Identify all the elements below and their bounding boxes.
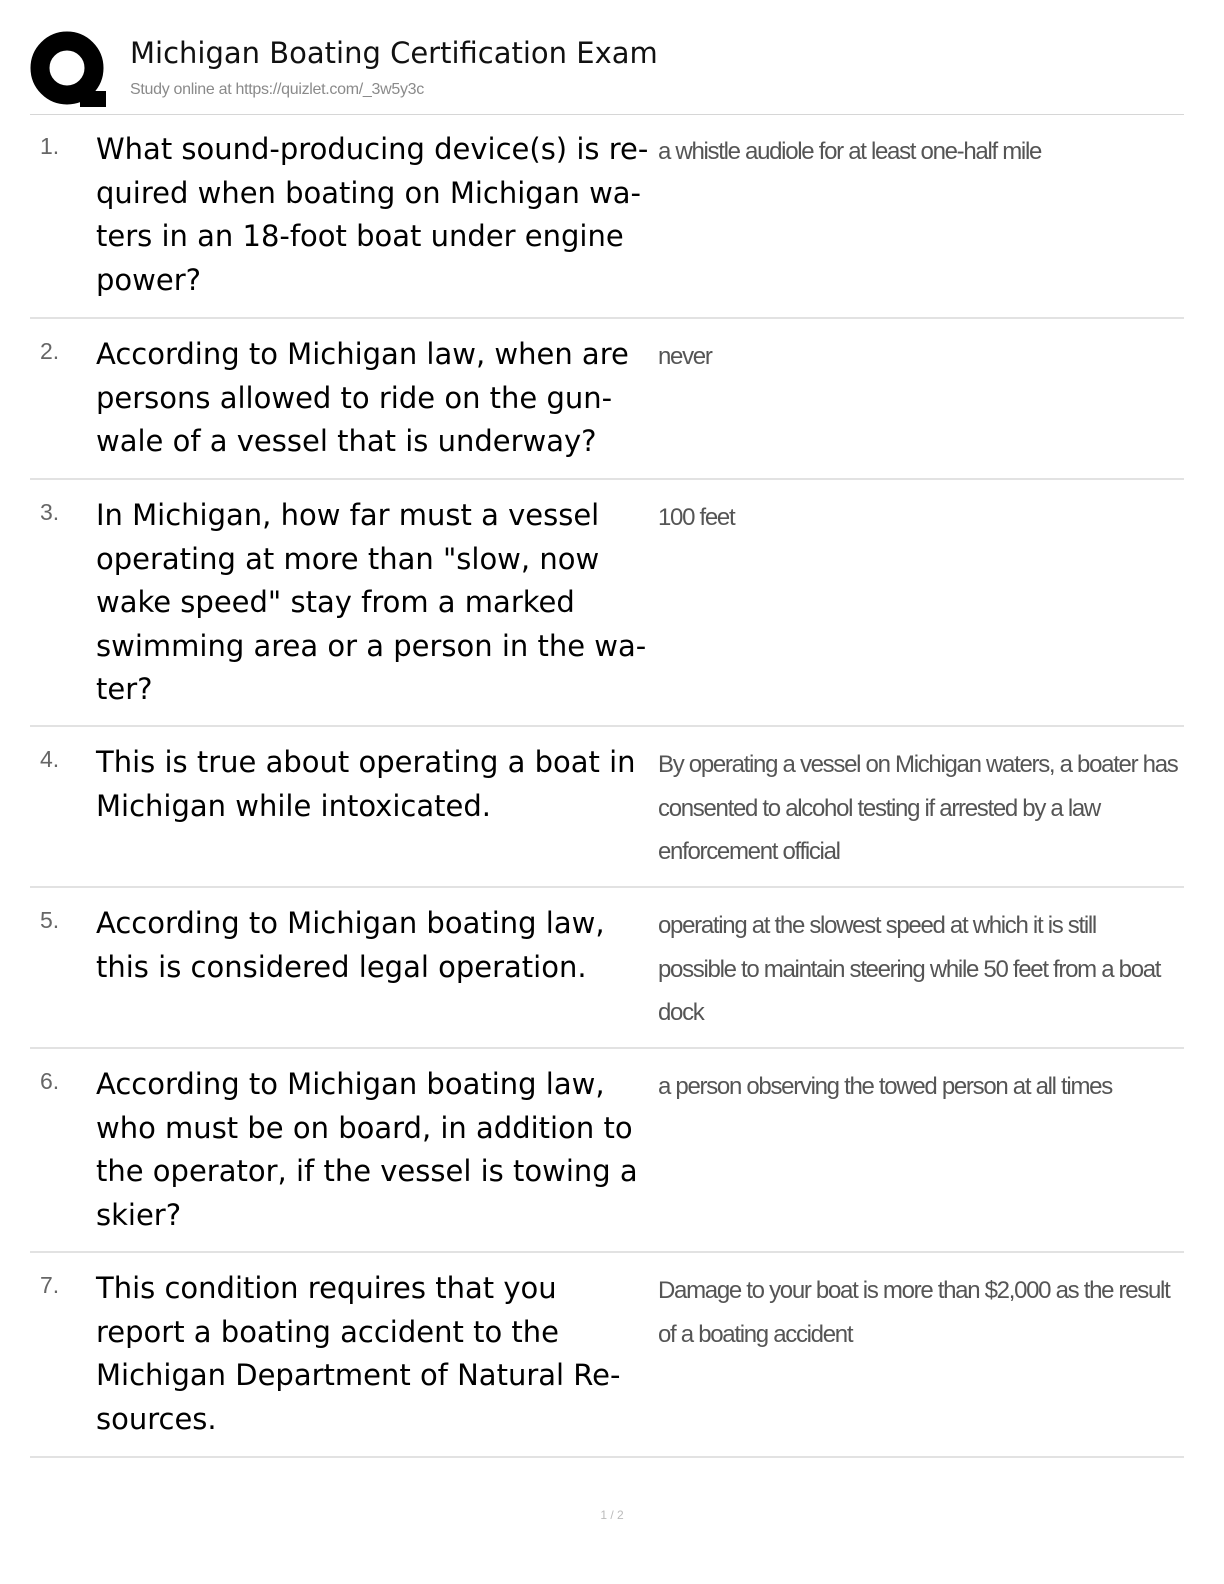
card-definition: Damage to your boat is more than $2,000 as the result of a boating accident [658,1277,1170,1348]
flashcard-row [30,888,1184,1049]
card-number: 6. [40,1068,60,1094]
card-term: What sound-producing device(s) is re-quired when boating on Michigan wa-ters in an 18-foot boat under engine power? [96,132,649,297]
flashcard-row [30,480,1184,727]
card-definition: a person observing the towed person at all times [658,1073,1112,1100]
flashcard-list [30,114,1184,1458]
flashcard-row [30,319,1184,480]
card-number: 4. [40,746,60,772]
study-link[interactable]: Study online at https://quizlet.com/_3w5y3c [130,81,424,98]
card-term: This is true about operating a boat in Michigan while intoxicated. [96,745,636,823]
page-title: Michigan Boating Certification Exam [130,36,658,70]
card-term: According to Michigan boating law, this is considered legal operation. [96,906,605,984]
flashcard-row [30,727,1184,888]
card-number: 7. [40,1272,60,1298]
card-definition: a whistle audiole for at least one-half mile [658,138,1042,165]
card-number: 3. [40,499,60,525]
card-number: 2. [40,338,60,364]
card-definition: By operating a vessel on Michigan waters, a boater has consented to alcohol testing if arrested by a law enforcement official [658,751,1178,865]
quizlet-logo-icon [30,31,108,109]
card-number: 5. [40,907,60,933]
card-definition: 100 feet [658,504,735,531]
card-definition: operating at the slowest speed at which it is still possible to maintain steering while 50 feet from a boat dock [658,912,1161,1026]
card-term: According to Michigan law, when are persons allowed to ride on the gun-wale of a vessel that is underway? [96,337,629,458]
flashcard-row [30,114,1184,319]
card-term: According to Michigan boating law, who must be on board, in addition to the operator, if the vessel is towing a skier? [96,1067,638,1232]
flashcard-row [30,1049,1184,1253]
card-term: In Michigan, how far must a vessel operating at more than "slow, now wake speed" stay from a marked swimming area or a person in the wa-ter? [96,498,647,706]
page-number: 1 / 2 [600,1508,624,1522]
page-header [30,28,1184,115]
card-number: 1. [40,133,60,159]
card-definition: never [658,343,712,370]
flashcard-row [30,1253,1184,1458]
card-term: This condition requires that you report a boating accident to the Michigan Department of Natural Re-sources. [96,1271,621,1436]
